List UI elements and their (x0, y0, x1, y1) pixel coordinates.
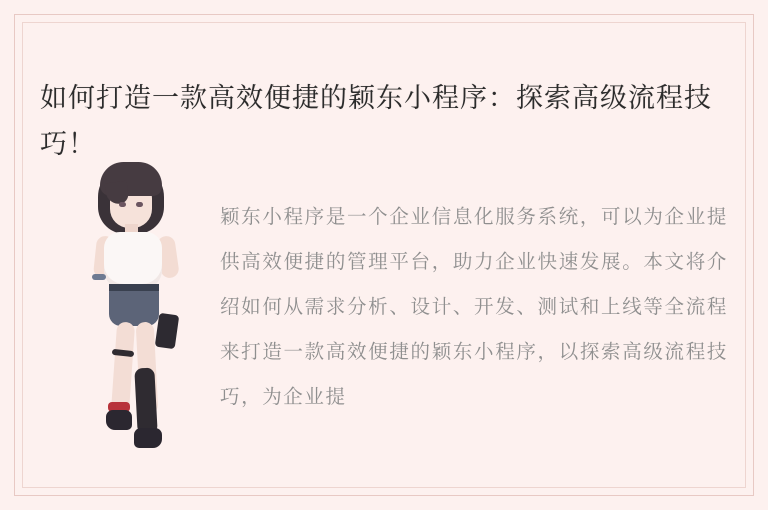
stocking-shape (134, 368, 157, 435)
wrist-band-shape (92, 274, 106, 280)
right-eye-shape (136, 202, 143, 207)
left-shoe-shape (106, 410, 132, 430)
handbag-shape (155, 313, 180, 349)
left-leg-shape (111, 321, 135, 414)
article-body: 颖东小程序是一个企业信息化服务系统，可以为企业提供高效便捷的管理平台，助力企业快速发展。本文将介绍如何从需求分析、设计、开发、测试和上线等全流程来打造一款高效便捷的颖东小程序，以探索高级流程技巧，为企业提 (220, 204, 728, 408)
blouse-shape (104, 232, 162, 290)
left-eye-shape (119, 202, 126, 207)
belt-shape (109, 284, 159, 291)
right-shoe-shape (134, 428, 162, 448)
anime-girl-illustration (62, 162, 212, 502)
content-area (34, 34, 734, 476)
page-title: 如何打造一款高效便捷的颖东小程序：探索高级流程技巧！ (40, 83, 712, 161)
